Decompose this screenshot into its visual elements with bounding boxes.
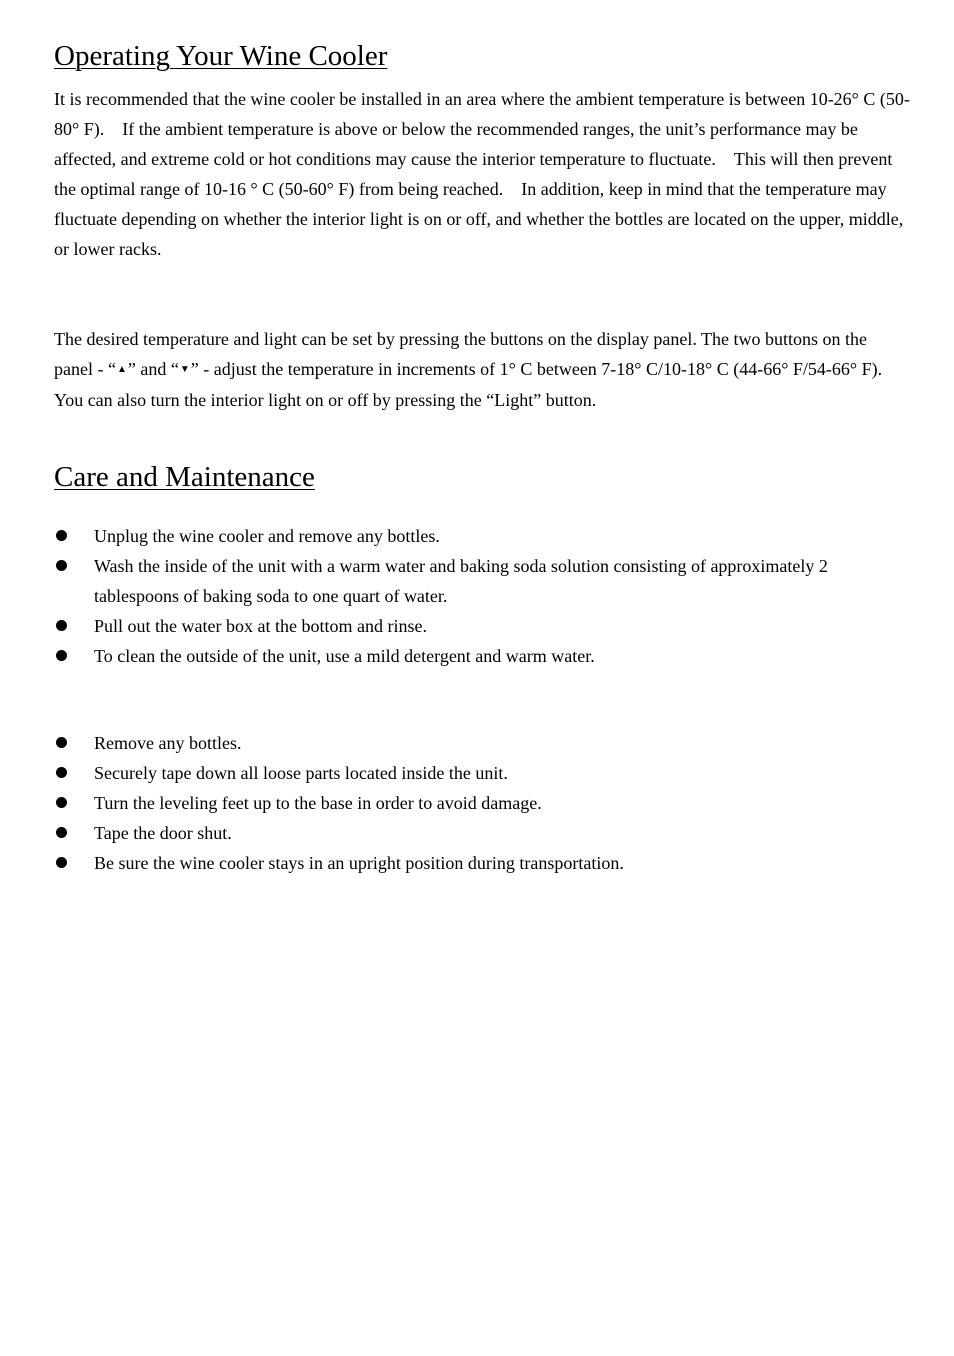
list-item-text: Remove any bottles. xyxy=(94,733,242,753)
moving-list xyxy=(54,728,910,878)
list-item xyxy=(54,788,910,818)
bullet-icon xyxy=(56,767,67,778)
list-item-text: Pull out the water box at the bottom and rinse. xyxy=(94,616,427,636)
bullet-icon xyxy=(56,857,67,868)
up-arrow-icon: ▲ xyxy=(116,364,127,375)
bullet-icon xyxy=(56,737,67,748)
bullet-icon xyxy=(56,620,67,631)
document-page xyxy=(54,38,910,878)
list-item-text: Tape the door shut. xyxy=(94,823,232,843)
list-item xyxy=(54,611,910,641)
cleaning-list xyxy=(54,521,910,671)
controls-text-part2: ” and “ xyxy=(127,359,179,379)
list-item xyxy=(54,551,910,611)
bullet-icon xyxy=(56,530,67,541)
controls-text-part3: ” - adjust the temperature in increments of 1° C between 7-18° C/10-18° C (44-66° F/54-66° F). You can also turn the interior light on or off by pressing the “Light” button. xyxy=(54,359,901,410)
bullet-icon xyxy=(56,827,67,838)
bullet-icon xyxy=(56,560,67,571)
bullet-icon xyxy=(56,797,67,808)
list-item-text: To clean the outside of the unit, use a mild detergent and warm water. xyxy=(94,646,595,666)
list-item-text: Unplug the wine cooler and remove any bottles. xyxy=(94,526,440,546)
list-item-text: Turn the leveling feet up to the base in order to avoid damage. xyxy=(94,793,542,813)
list-item xyxy=(54,521,910,551)
list-item-text: Securely tape down all loose parts located inside the unit. xyxy=(94,763,508,783)
bullet-icon xyxy=(56,650,67,661)
list-item xyxy=(54,758,910,788)
controls-text-part1: The desired temperature and light can be set by pressing the buttons on the display panel. The two buttons on the panel - “ xyxy=(54,329,867,379)
operating-paragraph-ambient: It is recommended that the wine cooler be installed in an area where the ambient temperature is between 10-26° C (50- 80° F). If the ambient temperature is above or below the recommended ranges, the unit’s performance may be affected, and extreme cold or hot conditions may cause the interior temperature to fluctuate. This will then prevent the optimal range of 10-16 ° C (50-60° F) from being reached. In addition, keep in mind that the temperature may fluctuate depending on whether the interior light is on or off, and whether the bottles are located on the upper, middle, or lower racks. xyxy=(54,89,910,259)
list-item-text: Wash the inside of the unit with a warm water and baking soda solution consisting of approximately 2 tablespoons of baking soda to one quart of water. xyxy=(94,556,828,606)
list-item xyxy=(54,641,910,671)
list-item xyxy=(54,728,910,758)
section-title-operating: Operating Your Wine Cooler xyxy=(54,40,388,72)
down-arrow-icon: ▼ xyxy=(179,364,190,375)
list-item xyxy=(54,818,910,848)
section-title-care: Care and Maintenance xyxy=(54,461,315,493)
list-item xyxy=(54,848,910,878)
list-item-text: Be sure the wine cooler stays in an upright position during transportation. xyxy=(94,853,624,873)
operating-paragraph-controls xyxy=(54,324,910,415)
